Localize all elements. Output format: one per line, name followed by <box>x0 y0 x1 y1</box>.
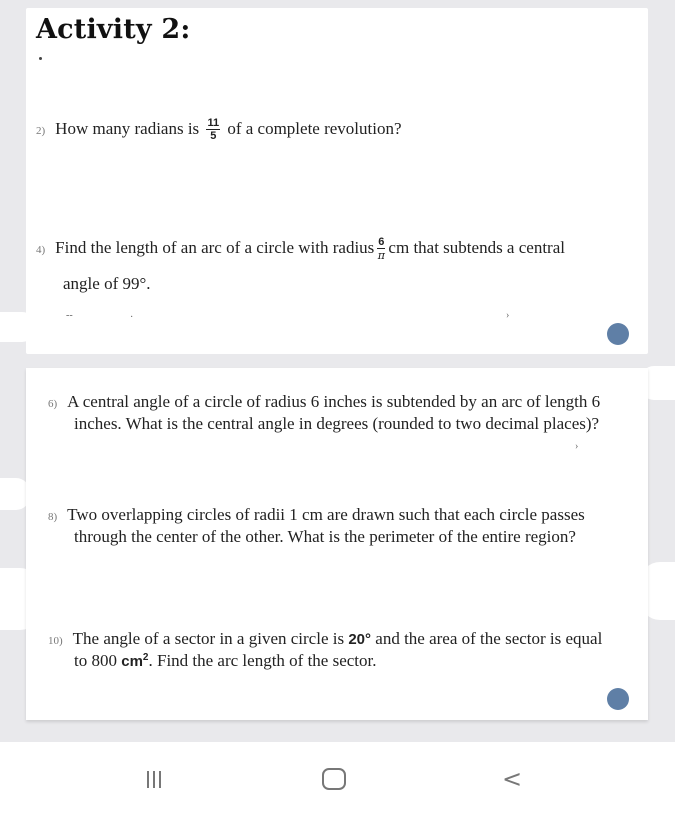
radio-dot[interactable] <box>607 688 629 710</box>
back-button[interactable] <box>492 764 532 794</box>
question-number: 10) <box>48 635 63 647</box>
recent-apps-icon <box>145 771 163 788</box>
home-icon <box>322 768 346 790</box>
home-button[interactable] <box>314 764 354 794</box>
question-6 <box>48 391 600 415</box>
stray-mark: · <box>130 312 134 323</box>
question-number: 4) <box>36 244 46 256</box>
question-text: cm that subtends a central <box>388 238 565 257</box>
question-2 <box>36 118 402 142</box>
question-10 <box>48 628 602 652</box>
question-text: Find the length of an arc of a circle with radius <box>55 238 375 257</box>
bullet-dot <box>39 57 42 60</box>
question-10-line-2: to 800 $cm^2$. Find the arc length of the sector. <box>74 651 377 670</box>
recent-apps-button[interactable] <box>134 764 174 794</box>
stray-mark: -- <box>66 310 73 321</box>
question-8-line-2: through the center of the other. What is the perimeter of the entire region? <box>74 527 576 546</box>
question-4 <box>36 237 565 261</box>
question-text: The angle of a sector in a given circle is <box>72 629 345 648</box>
question-number: 8) <box>48 511 58 523</box>
question-6-line-2: inches. What is the central angle in degrees (rounded to two decimal places)? <box>74 414 600 433</box>
question-text: of a complete revolution? <box>227 119 402 138</box>
question-number: 6) <box>48 398 58 410</box>
back-icon: < <box>501 765 523 793</box>
question-number: 2) <box>36 125 46 137</box>
question-text: Two overlapping circles of radii 1 cm are drawn such that each circle passes <box>67 505 585 524</box>
page-title: Activity 2: <box>36 14 191 45</box>
area-unit: $cm^2$ <box>121 652 149 670</box>
radio-dot[interactable] <box>607 323 629 345</box>
question-text: and the area of the sector is equal <box>375 629 603 648</box>
system-nav-bar <box>0 742 675 818</box>
question-text: A central angle of a circle of radius 6 inches is subtended by an arc of length 6 <box>67 392 601 411</box>
fraction: $\frac{11}{5}$ <box>207 117 220 143</box>
stray-mark: › <box>575 441 579 452</box>
question-card-1 <box>26 8 648 354</box>
angle-value: 20° <box>348 631 372 648</box>
question-4-line-2: angle of 99°. <box>63 274 151 293</box>
stray-mark: › <box>506 310 510 321</box>
question-text: How many radians is <box>55 119 200 138</box>
fraction: $\frac{6}{\pi}$ <box>377 236 385 263</box>
question-8 <box>48 504 585 528</box>
